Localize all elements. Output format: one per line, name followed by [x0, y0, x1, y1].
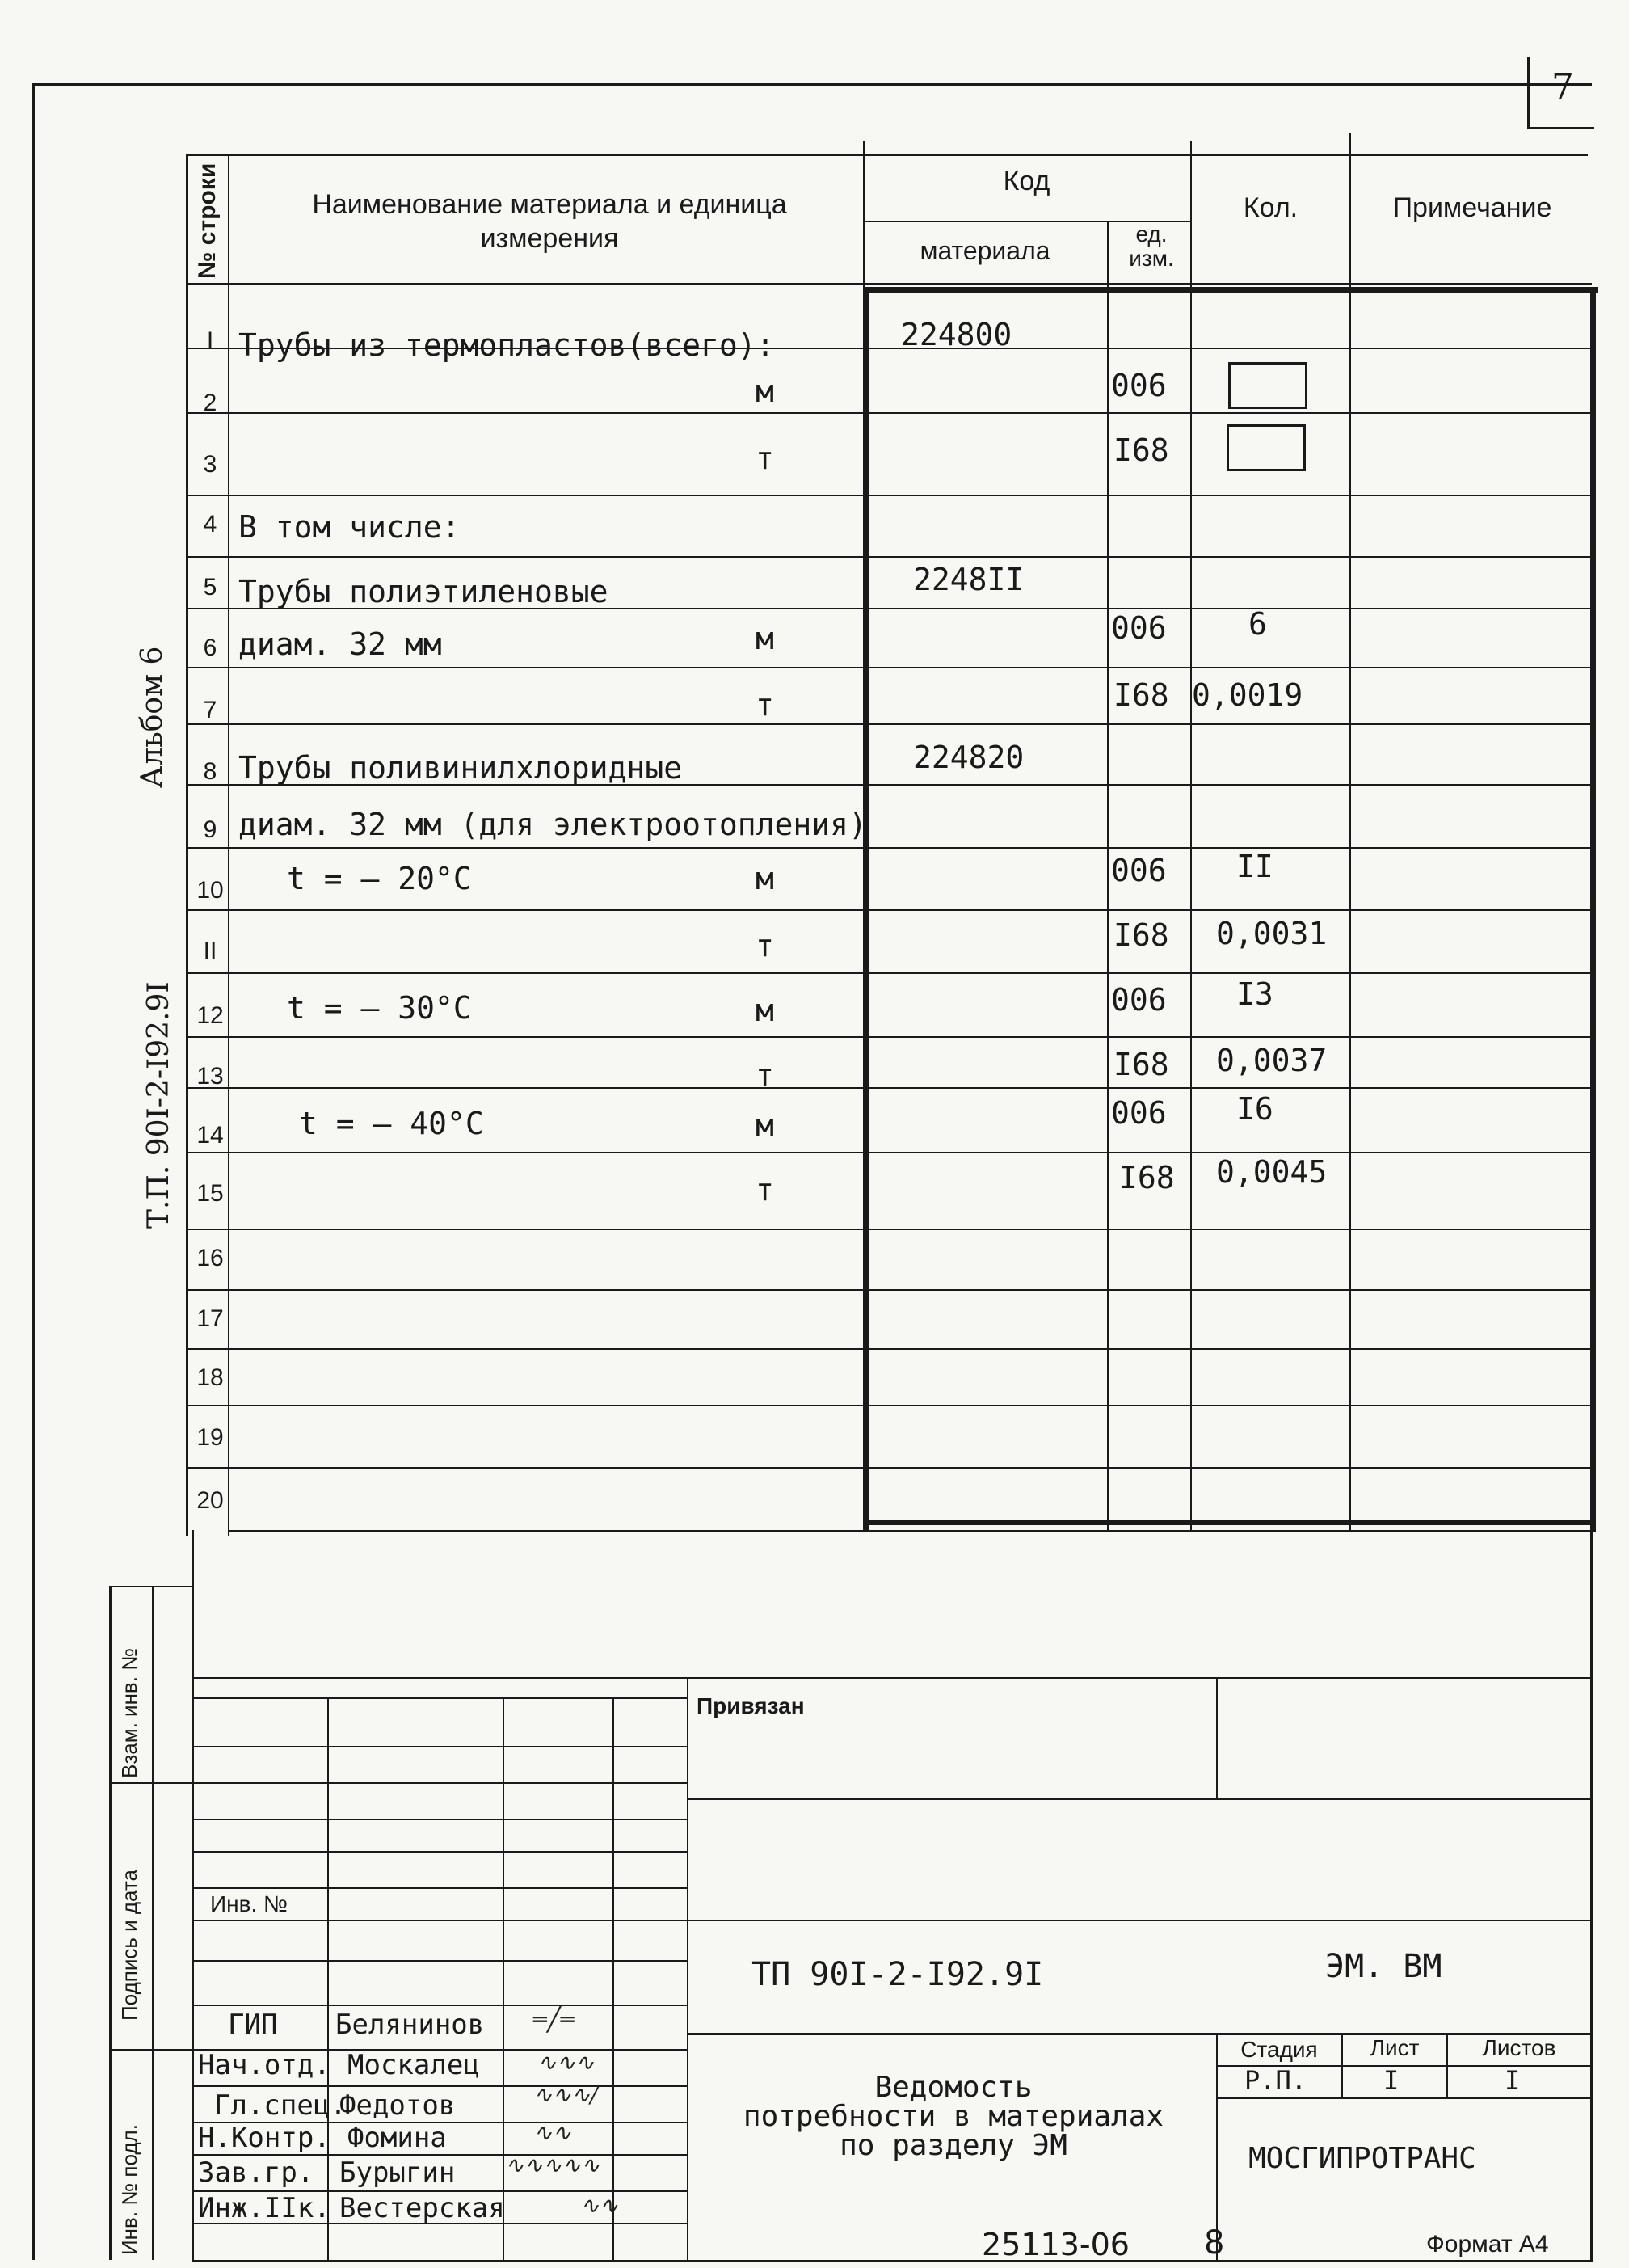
tp-label: Т.П. 90I-2-I92.9I — [142, 981, 175, 1229]
header-material: материала — [920, 236, 1050, 265]
vzam-label: Взам. инв. № — [117, 1647, 141, 1778]
row-unit-code: 006 — [1111, 982, 1167, 1018]
row-unit-code: I68 — [1113, 917, 1169, 953]
row-name: t = – 30°C — [287, 990, 472, 1026]
row-number: I — [206, 327, 214, 354]
person-name: Фомина — [347, 2122, 447, 2154]
role: Н.Контр. — [198, 2122, 330, 2154]
row-name: t = – 40°C — [299, 1106, 484, 1141]
role: Инж.IIк. — [198, 2192, 330, 2224]
row-qty: 0,0045 — [1216, 1154, 1328, 1190]
row-number: 4 — [203, 511, 217, 537]
row-number: 2 — [203, 390, 217, 416]
header-code: Код — [1003, 166, 1050, 196]
row-name: диам. 32 мм (для электроотопления) — [238, 807, 867, 842]
row-unit-label: м — [756, 373, 774, 409]
row-number: 5 — [203, 574, 217, 601]
row-number: 20 — [196, 1487, 224, 1514]
row-code: 2248II — [913, 562, 1025, 597]
row-name: t = – 20°C — [287, 861, 472, 896]
section-code: ЭМ. ВМ — [1325, 1948, 1442, 1985]
signature: ∿∿∿ — [537, 2049, 595, 2076]
row-unit-label: м — [756, 621, 774, 656]
row-qty: 0,0037 — [1216, 1043, 1328, 1078]
organization: МОСГИПРОТРАНС — [1248, 2142, 1476, 2175]
doc-title-line: Ведомость — [874, 2071, 1033, 2104]
role: Гл.спец. — [214, 2089, 347, 2122]
row-code: 224820 — [913, 740, 1025, 775]
footer-page: 8 — [1204, 2224, 1225, 2262]
signature: ∿∿∿∕ — [533, 2081, 598, 2108]
row-qty: I6 — [1236, 1091, 1273, 1127]
row-unit-label: т — [756, 687, 774, 723]
doc-code: ТП 90I-2-I92.9I — [751, 1956, 1044, 1993]
signature: ═╱═ — [533, 2006, 575, 2033]
signature: ∿∿ — [533, 2119, 571, 2146]
podpis-label: Подпись и дата — [117, 1869, 141, 2021]
row-qty: 0,0031 — [1216, 916, 1328, 951]
row-unit-code: 006 — [1111, 368, 1167, 403]
header-qty: Кол. — [1243, 192, 1299, 223]
sheets-header: Листов — [1482, 2035, 1556, 2060]
row-number: 9 — [203, 816, 217, 843]
header-row-no: № строки — [194, 162, 221, 279]
signature: ∿∿∿∿∿ — [505, 2152, 600, 2178]
empty-qty-box — [1228, 362, 1307, 409]
row-code: 224800 — [901, 317, 1012, 352]
sheet-value: I — [1383, 2065, 1400, 2096]
person-name: Вестерская — [339, 2192, 505, 2224]
row-number: 8 — [203, 758, 217, 785]
row-number: 15 — [196, 1180, 224, 1207]
row-unit-label: м — [756, 1107, 774, 1143]
row-number: 12 — [196, 1002, 224, 1029]
role: Нач.отд. — [198, 2049, 330, 2081]
row-number: II — [203, 938, 217, 964]
inv-no-label: Инв. № — [210, 1891, 288, 1916]
album-label: Альбом 6 — [136, 646, 169, 788]
doc-title-line: потребности в материалах — [743, 2100, 1164, 2133]
row-name: Трубы поливинилхлоридные — [238, 750, 683, 786]
row-qty: 0,0019 — [1192, 677, 1303, 713]
row-unit-code: I68 — [1113, 432, 1169, 468]
row-name: Трубы полиэтиленовые — [238, 574, 608, 609]
row-name: Трубы из термопластов(всего): — [238, 327, 775, 363]
row-unit-label: т — [756, 1057, 774, 1093]
privyazan-label: Привязан — [697, 1693, 805, 1718]
person-name: Белянинов — [335, 2009, 485, 2041]
row-qty: I3 — [1236, 976, 1273, 1012]
row-number: 3 — [203, 451, 217, 478]
row-number: 6 — [203, 634, 217, 661]
stage-header: Стадия — [1240, 2037, 1318, 2062]
row-unit-label: м — [756, 861, 774, 896]
role: ГИП — [228, 2009, 278, 2041]
header-note: Примечание — [1392, 192, 1552, 223]
row-name: В том числе: — [238, 509, 461, 545]
row-number: 19 — [196, 1424, 224, 1451]
doc-title — [695, 2073, 1212, 2161]
row-unit-code: I68 — [1119, 1160, 1175, 1195]
row-unit-code: 006 — [1111, 1095, 1167, 1131]
row-number: 10 — [196, 877, 224, 904]
header-name: Наименование материала и единица измерения — [312, 189, 787, 254]
row-qty: II — [1236, 849, 1273, 884]
signature: ∿∿ — [580, 2192, 618, 2219]
person-name: Федотов — [339, 2089, 456, 2122]
row-qty: 6 — [1248, 606, 1267, 642]
row-unit-label: т — [756, 441, 774, 476]
row-unit-label: т — [756, 1172, 774, 1208]
row-unit-code: 006 — [1111, 853, 1167, 888]
person-name: Москалец — [347, 2049, 480, 2081]
row-unit-code: 006 — [1111, 610, 1167, 646]
row-unit-label: т — [756, 928, 774, 963]
row-unit-code: I68 — [1113, 1047, 1169, 1082]
row-number: 16 — [196, 1245, 224, 1271]
header-unit: ед. изм. — [1129, 221, 1174, 271]
row-number: 17 — [196, 1305, 224, 1332]
row-number: 13 — [196, 1063, 224, 1090]
row-number: 18 — [196, 1364, 224, 1391]
role: Зав.гр. — [198, 2156, 314, 2189]
row-unit-label: м — [756, 993, 774, 1028]
row-name: диам. 32 мм — [238, 626, 442, 662]
stage-value: Р.П. — [1244, 2065, 1307, 2096]
doc-title-line: по разделу ЭМ — [840, 2129, 1067, 2162]
person-name: Бурыгин — [339, 2156, 456, 2189]
format-label: Формат А4 — [1426, 2231, 1549, 2257]
row-number: 7 — [203, 697, 217, 723]
inv-podl-label: Инв. № подл. — [117, 2124, 141, 2255]
sheet-header: Лист — [1370, 2035, 1420, 2060]
sheets-value: I — [1505, 2065, 1521, 2096]
page-number: 7 — [1551, 66, 1574, 107]
footer-code: 25113-06 — [982, 2227, 1130, 2262]
empty-qty-box — [1227, 424, 1306, 471]
row-unit-code: I68 — [1113, 677, 1169, 713]
row-number: 14 — [196, 1122, 224, 1149]
